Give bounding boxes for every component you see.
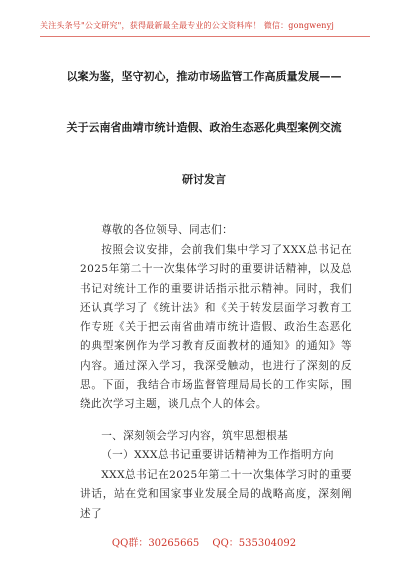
document-title-line-2: 关于云南省曲靖市统计造假、政治生态恶化典型案例交流	[66, 121, 342, 134]
footer-qq: QQ：535304092	[212, 538, 297, 549]
body-paragraph-2: XXX总书记在2025年第二十一次集体学习时的重要讲话，站在党和国家事业发展全局的战略高度，深刻阐述了	[80, 469, 352, 520]
header-divider	[40, 36, 370, 37]
document-title-line-3: 研讨发言	[182, 173, 226, 186]
section-heading-1: 一、深刻领会学习内容，筑牢思想根基	[101, 430, 289, 442]
document-title-line-1: 以案为鉴，坚守初心，推动市场监管工作高质量发展——	[66, 70, 342, 83]
salutation: 尊敬的各位领导、同志们：	[101, 224, 234, 236]
body-paragraph-1: 按照会议安排，会前我们集中学习了XXX总书记在2025年第二十一次集体学习时的重要讲话精神，以及总书记对统计工作的重要讲话指示批示精神。同时，我们还认真学习了《统计法》和《关于转发层面学习教育工作专班《关于把云南省曲靖市统计造假、政治生态恶化的典型案例作为学习教育反面教材的通知》的通知》等内容。通过深入学习，我深受触动，也进行了深刻的反思。下面，我结合市场监督管理局局长的工作实际，围绕此次学习主题，谈几点个人的体会。	[80, 244, 352, 411]
header-banner: 关注头条号"公文研究"，获得最新最全最专业的公文资料库！ 微信：gongwenyj	[40, 21, 335, 30]
subsection-heading-1: （一）XXX总书记重要讲话精神为工作指明方向	[101, 449, 334, 461]
footer-qq-group: QQ群：30265665	[111, 538, 200, 549]
footer-contact	[0, 534, 408, 549]
